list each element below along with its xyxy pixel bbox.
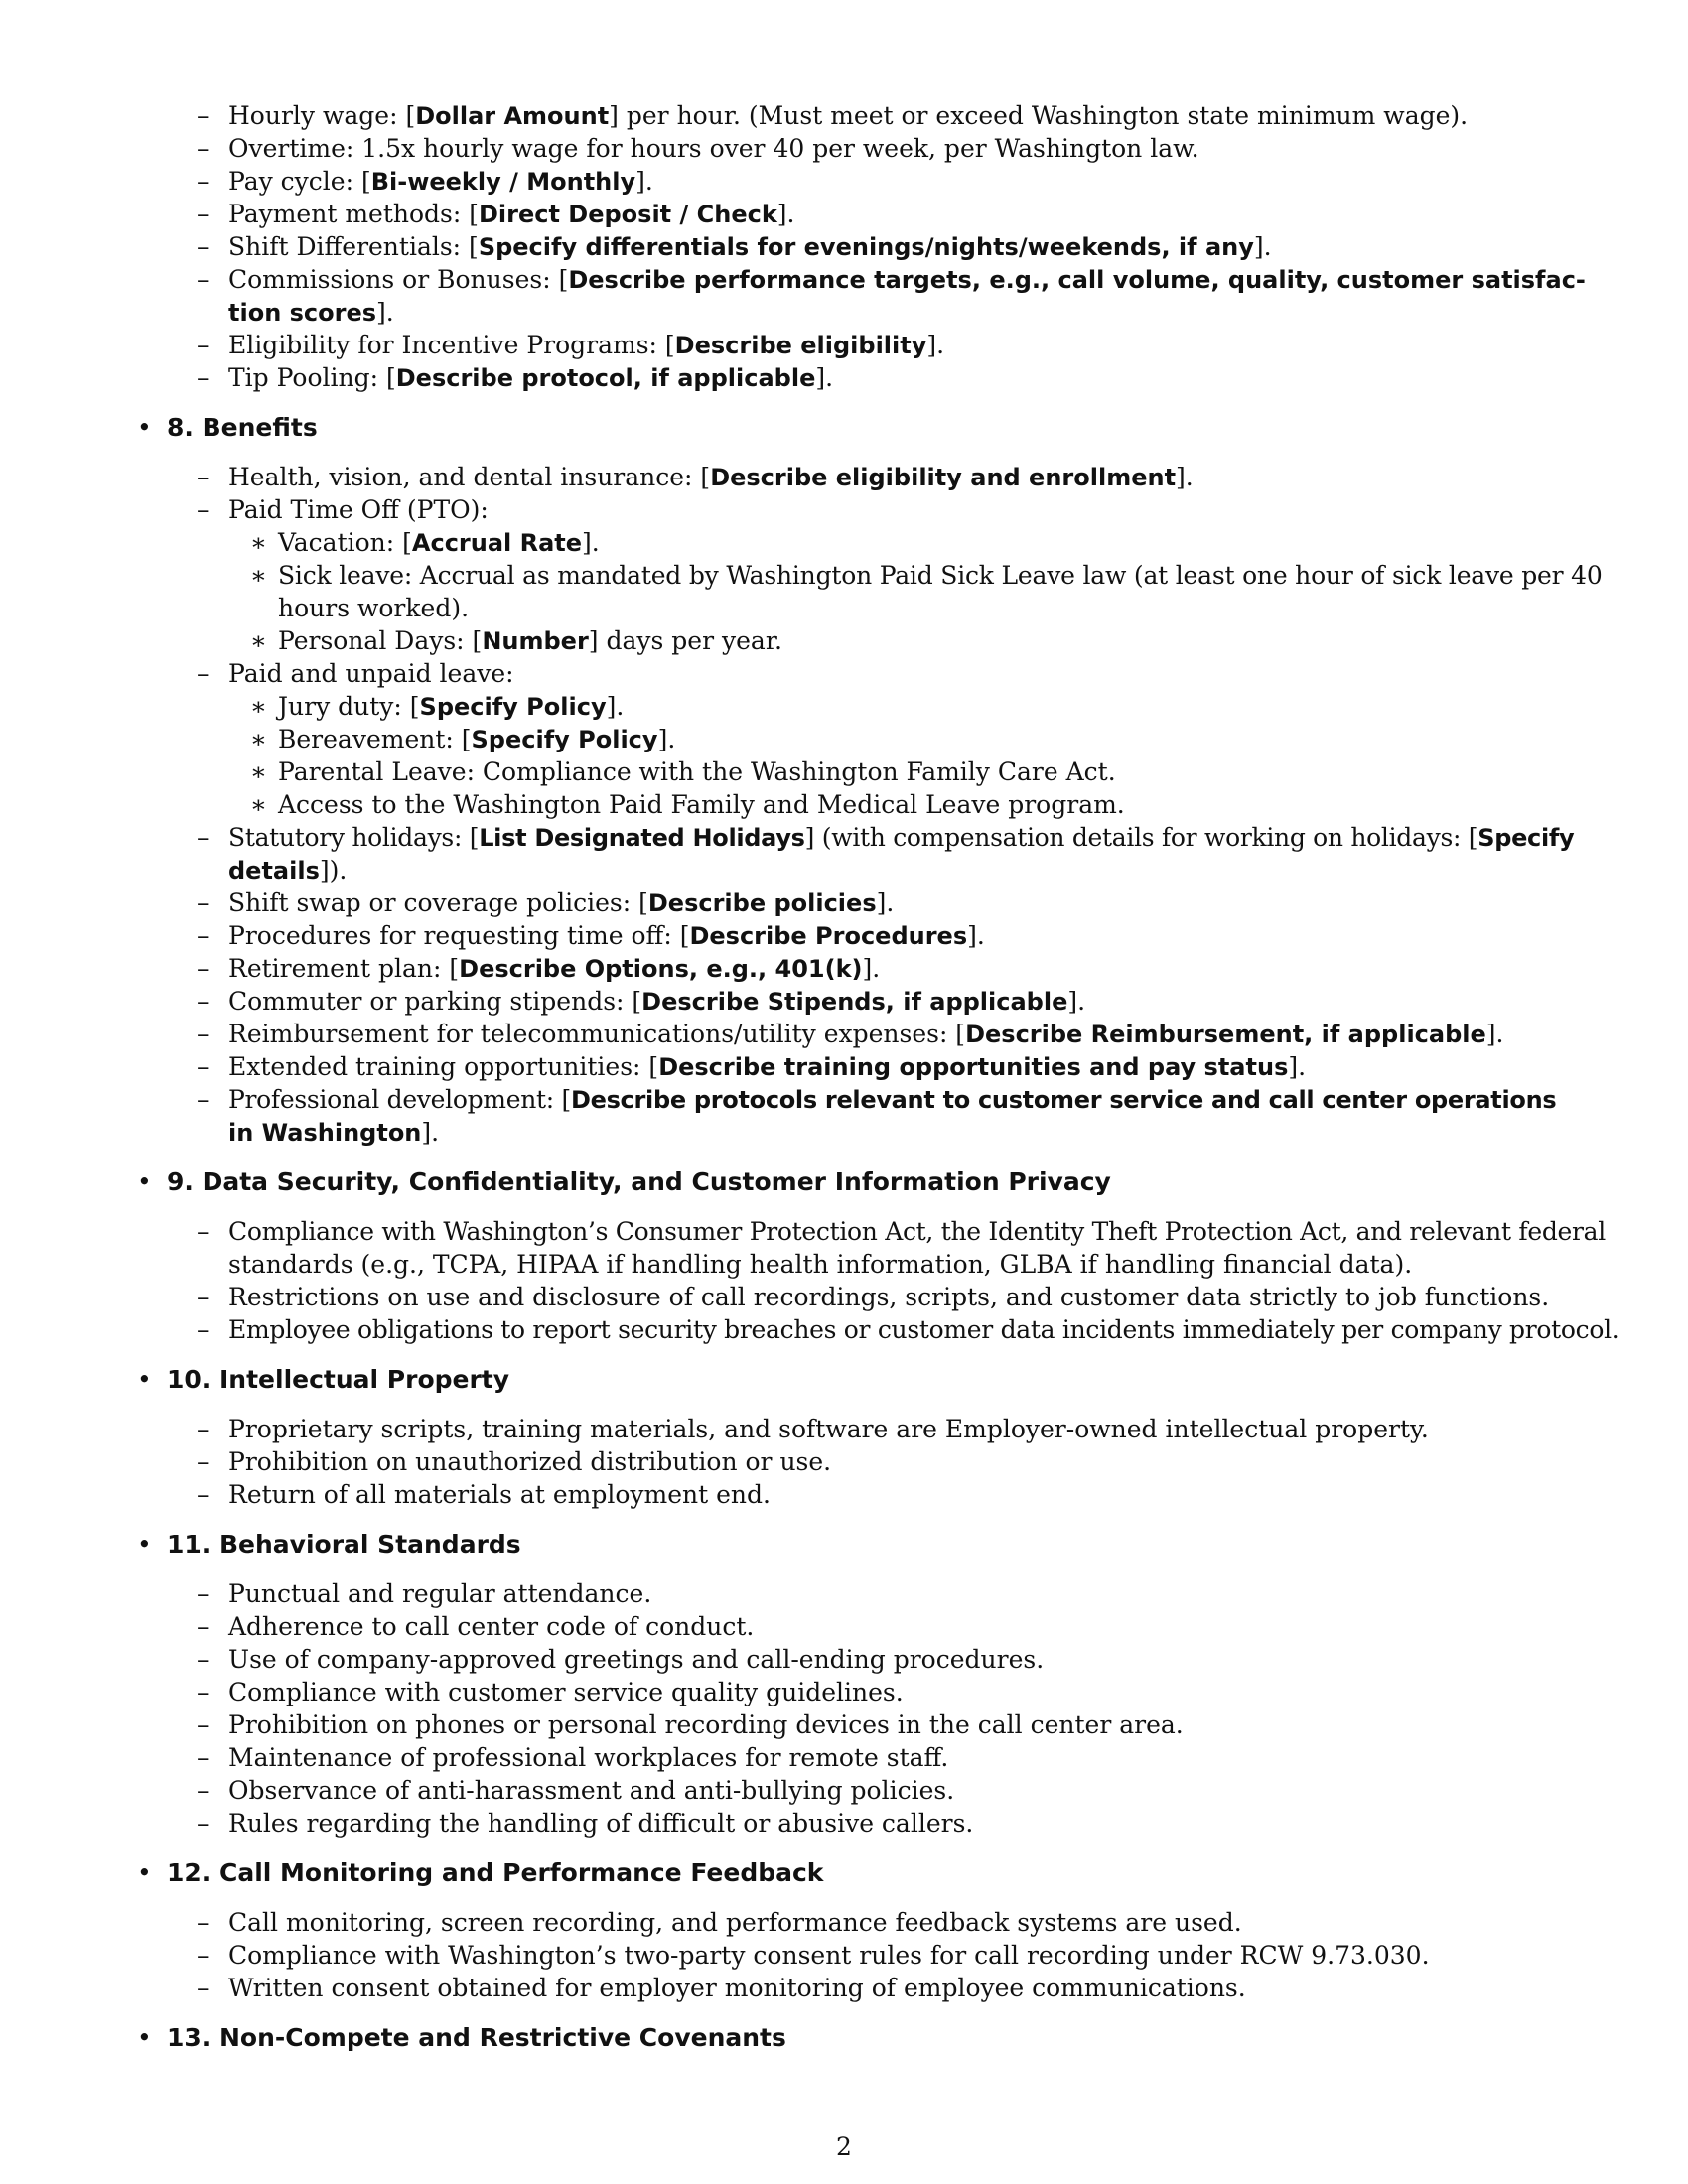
list-item: – Employee obligations to report security breaches or customer data incidents immediately per company protocol. bbox=[197, 1315, 1619, 1344]
list-item: – Commissions or Bonuses: [Describe performance targets, e.g., call volume, quality, customer satisfac- bbox=[197, 265, 1586, 294]
list-item: – Paid Time Off (PTO): bbox=[197, 495, 489, 524]
list-item: – Tip Pooling: [Describe protocol, if applicable]. bbox=[197, 363, 834, 392]
list-item: – Call monitoring, screen recording, and performance feedback systems are used. bbox=[197, 1908, 1242, 1937]
sub-list-item: ∗ Parental Leave: Compliance with the Washington Family Care Act. bbox=[250, 757, 1116, 786]
list-item: – Restrictions on use and disclosure of call recordings, scripts, and customer data strictly to job functions. bbox=[197, 1283, 1550, 1311]
document-page: – Hourly wage: [Dollar Amount] per hour. (Must meet or exceed Washington state minimum wage). – Overtime: 1.5x hourly wage for hours over 40 per week, per Washington law. – Pay cycle: [Bi-weekly / Monthly]. – Payment methods: [Direct Deposit / Check]. – Shift Differentials: [Specify differentials for evenings/nights/weekends, if any]. – Commissions or Bonuses: [Describe performance targets, e.g., call volume, quality, customer satisfac- tion scores]. – Eligibility for Incentive Programs: [Describe eligibility]. – Tip Pooling: [Describe protocol, if applicable]. • 8. Benefits – Health, vision, and dental insurance: [Describe eligibility and enrollment]. – Paid Time Off (PTO): ∗ Vacation: [Accrual Rate]. ∗ Sick leave: Accrual as mandated by Washington Paid Sick Leave law (at least one hour of sick leave per 40 hours worked). ∗ Personal Days: [Number] days per year. – Paid and unpaid leave: ∗ Jury duty: [Specify Policy]. ∗ Bereavement: [Specify Policy]. ∗ Parental Leave: Compliance with the Washington Family Care Act. ∗ Access to the Washington Paid Family and Medical Leave program. – Statutory holidays: [List Designated Holidays] (with compensation details for working on holidays: [Specify details]). – Shift swap or coverage policies: [Describe policies]. – Procedures for requesting time off: [Describe Procedures]. – Retirement plan: [Describe Options, e.g., 401(k)]. – Commuter or parking stipends: [Describe Stipends, if applicable]. – Reimbursement for telecommunications/utility expenses: [Describe Reimbursement, if applicable]. – Extended training opportunities: [Describe training opportunities and pay status]. – Professional development: [Describe protocols relevant to customer service and call center operations in Washington]. • 9. Data Security, Confidentiality, and Customer Information Privacy – Compliance with Washington’s Consumer Protection Act, the Identity Theft Protection Act, and relevant federal standards (e.g., TCPA, HIPAA if handling health information, GLBA if handling financial data). – Restrictions on use and disclosure of call recordings, scripts, and customer data strictly to job functions. – Employee obligations to report security breaches or customer data incidents immediately per company protocol. • 10. Intellectual Property – Proprietary scripts, training materials, and software are Employer-owned intellectual property. – Prohibition on unauthorized distribution or use. – Return of all materials at employment end. • 11. Behavioral Standards – Punctual and regular attendance. – Adherence to call center code of conduct. – Use of company-approved greetings and call-ending procedures. – Compliance with customer service quality guidelines. – Prohibition on phones or personal recording devices in the call center area. – Maintenance of professional workplaces for remote staff. – Observance of anti-harassment and anti-bullying policies. – Rules regarding the handling of difficult or abusive callers. • 12. Call Monitoring and Performance Feedback – Call monitoring, screen recording, and performance feedback systems are used. – Compliance with Washington’s two-party consent rules for call recording under RCW 9.73.030. – Written consent obtained for employer monitoring of employee communications. • 13. Non-Compete and Restrictive Covenants 2 bbox=[0, 0, 1688, 2184]
sub-list-item: ∗ Personal Days: [Number] days per year. bbox=[250, 626, 782, 655]
list-item: – Compliance with customer service quality guidelines. bbox=[197, 1678, 904, 1706]
list-item: – Pay cycle: [Bi-weekly / Monthly]. bbox=[197, 167, 653, 196]
list-item-continuation: details]). bbox=[228, 856, 348, 885]
sub-list-item: ∗ Jury duty: [Specify Policy]. bbox=[250, 692, 625, 721]
list-item: – Compliance with Washington’s Consumer Protection Act, the Identity Theft Protection Act, and relevant federal bbox=[197, 1217, 1606, 1246]
list-item: – Reimbursement for telecommunications/utility expenses: [Describe Reimbursement, if applicable]. bbox=[197, 1020, 1504, 1048]
list-item: – Commuter or parking stipends: [Describe Stipends, if applicable]. bbox=[197, 987, 1086, 1016]
list-item: – Overtime: 1.5x hourly wage for hours over 40 per week, per Washington law. bbox=[197, 134, 1199, 163]
list-item: – Written consent obtained for employer monitoring of employee communications. bbox=[197, 1974, 1246, 2002]
sub-list-item: ∗ Bereavement: [Specify Policy]. bbox=[250, 725, 676, 753]
list-item: – Paid and unpaid leave: bbox=[197, 659, 514, 688]
list-item: – Payment methods: [Direct Deposit / Check]. bbox=[197, 200, 795, 228]
list-item: – Prohibition on unauthorized distribution or use. bbox=[197, 1447, 832, 1476]
list-item: – Professional development: [Describe protocols relevant to customer service and call center operations bbox=[197, 1085, 1557, 1114]
list-item: – Shift Differentials: [Specify differentials for evenings/nights/weekends, if any]. bbox=[197, 232, 1272, 261]
list-item: – Punctual and regular attendance. bbox=[197, 1579, 652, 1608]
page-number: 2 bbox=[836, 2132, 852, 2161]
list-item: – Hourly wage: [Dollar Amount] per hour. (Must meet or exceed Washington state minimum wage). bbox=[197, 101, 1469, 130]
list-item: – Maintenance of professional workplaces for remote staff. bbox=[197, 1743, 949, 1772]
list-item: – Proprietary scripts, training materials, and software are Employer-owned intellectual property. bbox=[197, 1415, 1429, 1443]
list-item: – Retirement plan: [Describe Options, e.g., 401(k)]. bbox=[197, 954, 881, 983]
list-item: – Rules regarding the handling of difficult or abusive callers. bbox=[197, 1809, 974, 1838]
list-item: – Use of company-approved greetings and call-ending procedures. bbox=[197, 1645, 1045, 1674]
list-item: – Shift swap or coverage policies: [Describe policies]. bbox=[197, 888, 895, 917]
list-item-continuation: standards (e.g., TCPA, HIPAA if handling health information, GLBA if handling financial data). bbox=[228, 1250, 1413, 1279]
list-item: – Observance of anti-harassment and anti-bullying policies. bbox=[197, 1776, 955, 1805]
list-item: – Compliance with Washington’s two-party consent rules for call recording under RCW 9.73.030. bbox=[197, 1941, 1430, 1970]
list-item: – Procedures for requesting time off: [Describe Procedures]. bbox=[197, 921, 985, 950]
sub-list-item: ∗ Vacation: [Accrual Rate]. bbox=[250, 528, 600, 557]
list-item: – Prohibition on phones or personal recording devices in the call center area. bbox=[197, 1710, 1184, 1739]
list-item: – Eligibility for Incentive Programs: [Describe eligibility]. bbox=[197, 331, 945, 359]
list-item: – Statutory holidays: [List Designated Holidays] (with compensation details for working on holidays: [Specify bbox=[197, 823, 1575, 852]
list-item: – Return of all materials at employment end. bbox=[197, 1480, 771, 1509]
sub-list-item-continuation: hours worked). bbox=[278, 594, 470, 622]
sub-list-item: ∗ Access to the Washington Paid Family and Medical Leave program. bbox=[250, 790, 1125, 819]
list-item-continuation: in Washington]. bbox=[228, 1118, 440, 1147]
list-item-continuation: tion scores]. bbox=[228, 298, 394, 327]
sub-list-item: ∗ Sick leave: Accrual as mandated by Washington Paid Sick Leave law (at least one hour of sick leave per 40 bbox=[250, 561, 1603, 590]
list-item: – Health, vision, and dental insurance: [Describe eligibility and enrollment]. bbox=[197, 463, 1194, 491]
list-item: – Extended training opportunities: [Describe training opportunities and pay status]. bbox=[197, 1052, 1307, 1081]
list-item: – Adherence to call center code of conduct. bbox=[197, 1612, 755, 1641]
